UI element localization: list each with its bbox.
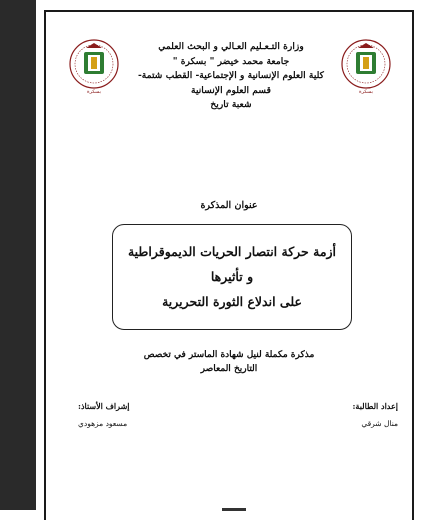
department-name: قسم العلوم الإنسانية [191, 84, 271, 96]
thesis-title-line: أزمة حركة انتصار الحريات الديموقراطية [127, 244, 337, 259]
svg-text:بسكرة: بسكرة [87, 89, 101, 95]
degree-line: مذكرة مكملة لنيل شهادة الماستر في تخصص [143, 350, 315, 360]
document-page [44, 10, 414, 520]
thesis-title-box [112, 224, 352, 330]
subject-label: عنوان المذكرة [200, 200, 258, 211]
supervisor-label: إشراف الأستاذ: [78, 401, 130, 411]
student-name: منال شرقي [361, 419, 398, 428]
institution-header [126, 40, 336, 113]
student-label: إعداد الطالبة: [352, 401, 398, 411]
side-panel [0, 0, 36, 510]
university-name: جامعة محمد خيضر " بسكرة " [172, 55, 290, 67]
supervisor-name: مسعود مزهودي [78, 419, 128, 428]
faculty-name: كلية العلوم الإنسانية و الإجتماعية- القطب شتمة- [137, 70, 325, 81]
university-emblem-icon [68, 36, 120, 96]
degree-statement [46, 348, 412, 376]
ministry-name: وزارة التـعـليم العـالي و البحث العلمي [158, 41, 304, 52]
university-emblem-icon [340, 36, 392, 96]
branch-name: شعبة تاريخ [210, 99, 252, 110]
thesis-title-line: على اندلاع الثورة التحريرية [162, 294, 302, 309]
svg-text:بسكرة: بسكرة [359, 89, 373, 95]
specialization-line: التاريخ المعاصر [200, 364, 258, 374]
thesis-title-line: و تأثيرها [210, 269, 254, 284]
